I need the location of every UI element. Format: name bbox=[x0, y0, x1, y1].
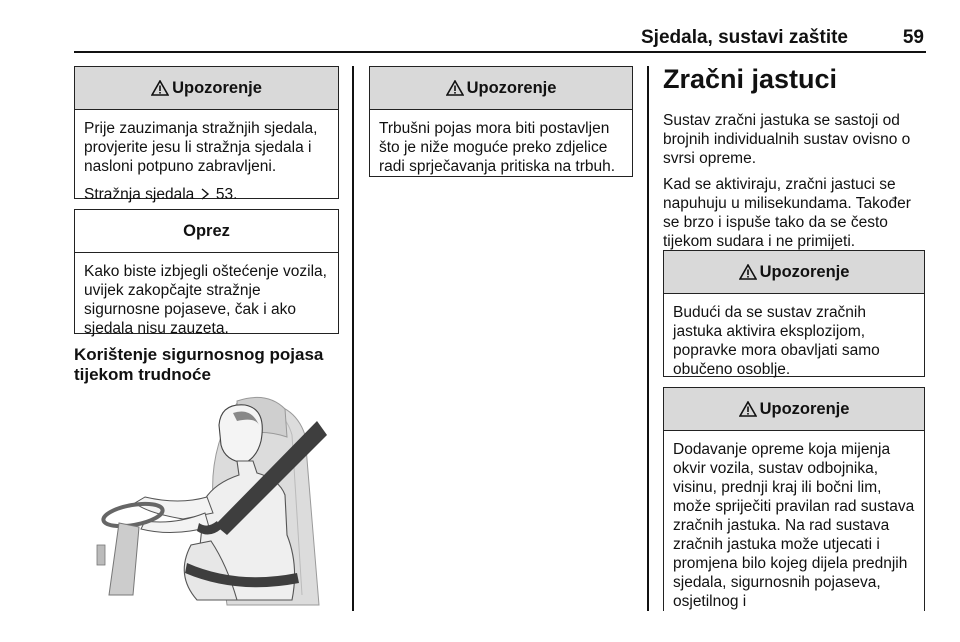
page-header bbox=[74, 27, 926, 51]
warning-text: Budući da se sustav zračnih jastuka aktivira eksplozijom, popravke mora obavljati samo obučeno osoblje. bbox=[673, 304, 880, 378]
warning-box-body bbox=[664, 431, 924, 611]
warning-box-lap-belt bbox=[369, 66, 633, 177]
caution-title: Oprez bbox=[183, 221, 230, 240]
warning-text: Trbušni pojas mora biti postavljen što je niže moguće preko zdjelice radi sprječavanja pritiska na trbuh. bbox=[379, 120, 616, 175]
warning-box-body bbox=[664, 294, 924, 387]
warning-title: Upozorenje bbox=[759, 262, 850, 281]
warning-box-equipment bbox=[663, 387, 925, 611]
warning-title: Upozorenje bbox=[466, 78, 557, 97]
warning-text: Dodavanje opreme koja mijenja okvir vozila, sustav odbojnika, visinu, prednji kraj ili bočni lim, može spriječiti pravilan rad sustava zračnih jastuka. Na rad sustava zračnih jastuka može utjecati i promjena bilo kojeg dijela prednjih sjedala, sigurnosnih pojaseva, osjetilnog i bbox=[673, 441, 915, 610]
section-heading-pregnancy: Korištenje sigurnosnog pojasa tijekom trudnoće bbox=[74, 345, 324, 384]
cross-reference bbox=[84, 185, 329, 204]
header-rule bbox=[74, 51, 926, 53]
warning-box-rear-seats bbox=[74, 66, 339, 203]
warning-box-body bbox=[75, 110, 338, 212]
section-heading-airbags: Zračni jastuci bbox=[663, 64, 838, 94]
warning-box-header bbox=[664, 388, 924, 431]
airbag-intro-paragraph: Sustav zračni jastuka se sastoji od brojnih individualnih sustav ovisno o svrsi opreme. bbox=[663, 112, 911, 167]
warning-triangle-icon bbox=[739, 264, 757, 280]
warning-box-body bbox=[370, 110, 632, 184]
warning-box-airbag-repair bbox=[663, 250, 925, 377]
running-title: Sjedala, sustavi zaštite bbox=[641, 27, 848, 48]
caution-box-body bbox=[75, 253, 338, 346]
warning-box-header bbox=[370, 67, 632, 110]
warning-title: Upozorenje bbox=[759, 399, 850, 418]
column-divider-2 bbox=[647, 66, 649, 611]
reference-page: 53. bbox=[215, 186, 238, 203]
page-number: 59 bbox=[902, 27, 924, 48]
caution-text: Kako biste izbjegli oštećenje vozila, uvijek zakopčajte stražnje sigurnosne pojaseve, čak i ako sjedala nisu zauzeta. bbox=[84, 263, 327, 337]
airbag-activation-paragraph: Kad se aktiviraju, zračni jastuci se napuhuju u milisekundama. Također se brzo i ispuše tako da se često tijekom sudara i ne primijeti. bbox=[663, 176, 911, 250]
warning-triangle-icon bbox=[739, 401, 757, 417]
warning-text: Prije zauzimanja stražnjih sjedala, provjerite jesu li stražnja sjedala i nasloni potpuno zabravljeni. bbox=[84, 120, 318, 175]
pregnant-woman-seatbelt-illustration bbox=[87, 395, 339, 606]
warning-box-header bbox=[664, 251, 924, 294]
warning-triangle-icon bbox=[446, 80, 464, 96]
warning-title: Upozorenje bbox=[172, 78, 262, 97]
warning-triangle-icon bbox=[151, 80, 169, 96]
warning-box-header bbox=[75, 67, 338, 110]
reference-arrow-icon bbox=[201, 188, 210, 200]
column-divider-1 bbox=[352, 66, 354, 611]
caution-box-header bbox=[75, 210, 338, 253]
reference-label: Stražnja sjedala bbox=[84, 186, 195, 203]
caution-box bbox=[74, 209, 339, 337]
